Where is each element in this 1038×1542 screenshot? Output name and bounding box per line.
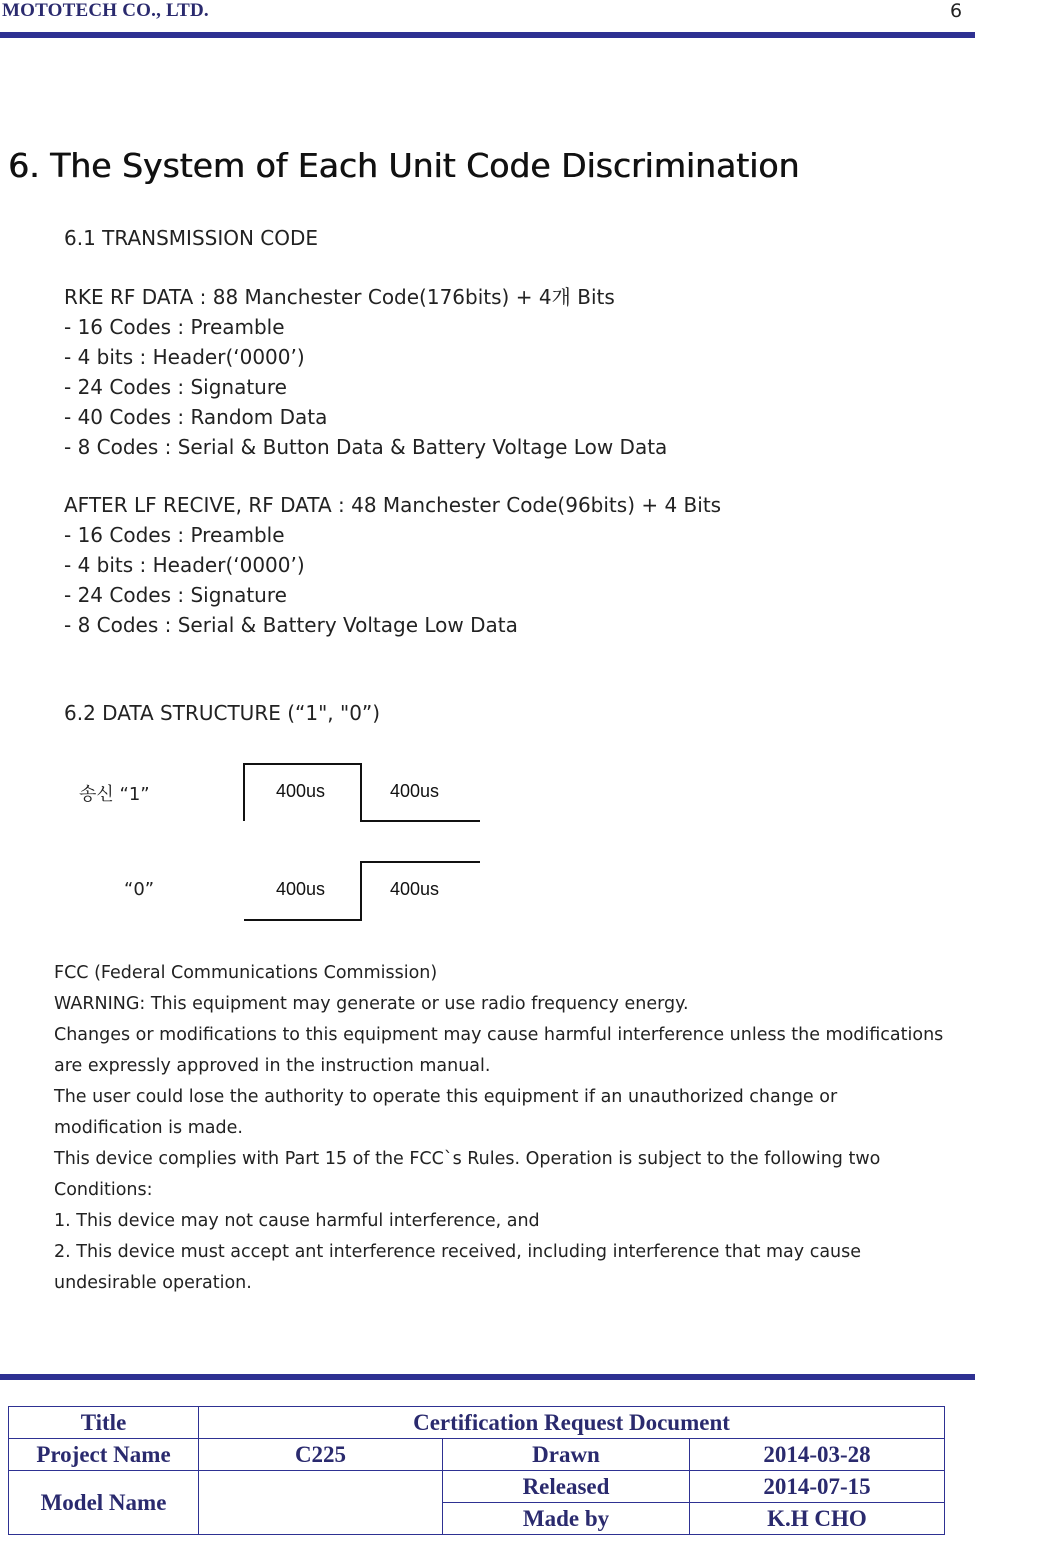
fcc-line: The user could lose the authority to operate this equipment if an unauthorized change or xyxy=(54,1087,838,1107)
project-name-label: Project Name xyxy=(9,1439,199,1471)
rke-title: RKE RF DATA : 88 Manchester Code(176bits) + 4개 Bits xyxy=(64,285,615,309)
released-label: Released xyxy=(443,1471,690,1503)
list-item: - 16 Codes : Preamble xyxy=(64,523,285,547)
fcc-line: WARNING: This equipment may generate or use radio frequency energy. xyxy=(54,994,689,1014)
document-info-table xyxy=(8,1406,945,1535)
signal-one-label: 송신 “1” xyxy=(79,784,150,805)
fcc-statement xyxy=(54,958,943,1299)
signal-one-high-duration: 400us xyxy=(276,781,326,801)
title-value: Certification Request Document xyxy=(199,1407,945,1439)
list-item: - 4 bits : Header(‘0000’) xyxy=(64,345,305,369)
fcc-line: This device complies with Part 15 of the FCC`s Rules. Operation is subject to the following two xyxy=(54,1149,881,1169)
fcc-line: undesirable operation. xyxy=(54,1273,252,1293)
made-by-label: Made by xyxy=(443,1503,690,1535)
fcc-line: 2. This device must accept ant interference received, including interference that may cause xyxy=(54,1242,862,1262)
fcc-line: Conditions: xyxy=(54,1180,153,1200)
model-name-label: Model Name xyxy=(9,1471,199,1535)
fcc-line: FCC (Federal Communications Commission) xyxy=(54,963,438,983)
list-item: - 8 Codes : Serial & Button Data & Battery Voltage Low Data xyxy=(64,435,668,459)
signal-zero-low-duration: 400us xyxy=(276,879,326,899)
footer-rule xyxy=(0,1374,975,1380)
made-by-value: K.H CHO xyxy=(690,1503,945,1535)
list-item: - 16 Codes : Preamble xyxy=(64,315,285,339)
fcc-line: 1. This device may not cause harmful interference, and xyxy=(54,1211,540,1231)
list-item: - 24 Codes : Signature xyxy=(64,375,287,399)
after-lf-title: AFTER LF RECIVE, RF DATA : 48 Manchester Code(96bits) + 4 Bits xyxy=(64,493,722,517)
page-number: 6 xyxy=(950,0,963,22)
section-title: 6. The System of Each Unit Code Discrimination xyxy=(8,146,800,185)
title-label: Title xyxy=(9,1407,199,1439)
list-item: - 8 Codes : Serial & Battery Voltage Low Data xyxy=(64,613,518,637)
drawn-label: Drawn xyxy=(443,1439,690,1471)
subsection-heading-data-structure: 6.2 DATA STRUCTURE (“1", "0”) xyxy=(64,701,381,725)
fcc-line: Changes or modifications to this equipment may cause harmful interference unless the modifications xyxy=(54,1025,944,1045)
fcc-line: are expressly approved in the instruction manual. xyxy=(54,1056,491,1076)
signal-zero-high-duration: 400us xyxy=(390,879,440,899)
fcc-line: modification is made. xyxy=(54,1118,243,1138)
company-name: MOTOTECH CO., LTD. xyxy=(2,0,209,21)
list-item: - 40 Codes : Random Data xyxy=(64,405,328,429)
signal-zero-label: “0” xyxy=(124,879,155,900)
list-item: - 24 Codes : Signature xyxy=(64,583,287,607)
list-item: - 4 bits : Header(‘0000’) xyxy=(64,553,305,577)
released-date: 2014-07-15 xyxy=(690,1471,945,1503)
signal-one-low-duration: 400us xyxy=(390,781,440,801)
drawn-date: 2014-03-28 xyxy=(690,1439,945,1471)
subsection-heading-transmission: 6.1 TRANSMISSION CODE xyxy=(64,226,319,250)
project-name-value: C225 xyxy=(199,1439,443,1471)
model-name-value xyxy=(199,1471,443,1535)
